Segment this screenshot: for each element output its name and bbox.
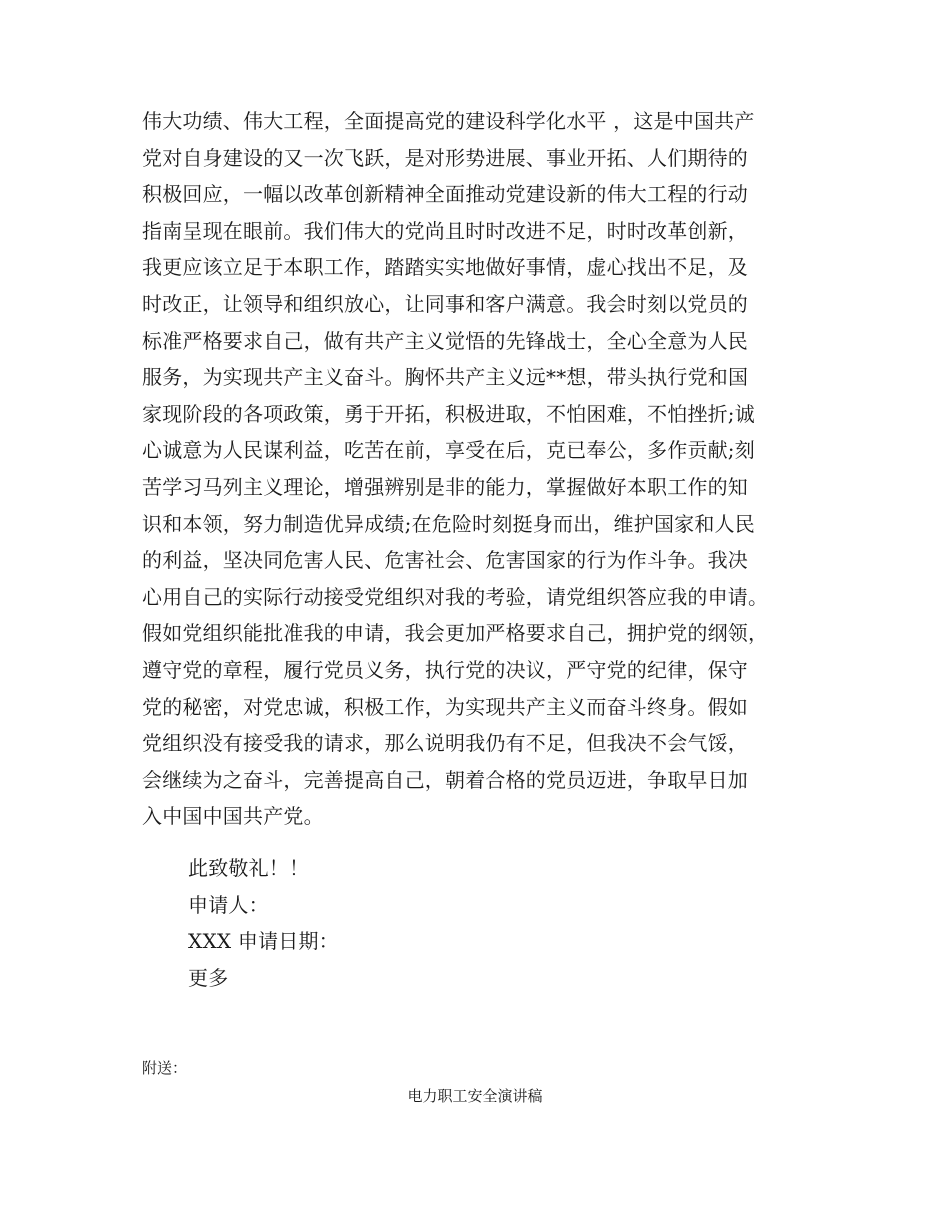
paragraph-line: 的利益，坚决同危害人民、危害社会、危害国家的行为作斗争。我决 (142, 548, 748, 573)
paragraph-line: 心用自己的实际行动接受党组织对我的考验，请党组织答应我的申请。 (142, 584, 769, 609)
paragraph-line: 会继续为之奋斗，完善提高自己，朝着合格的党员迈进，争取早日加 (142, 767, 748, 792)
paragraph-line: 苦学习马列主义理论，增强辨别是非的能力，掌握做好本职工作的知 (142, 474, 748, 499)
attachment-label: 附送： (142, 1059, 188, 1077)
paragraph-line: 遵守党的章程，履行党员义务，执行党的决议，严守党的纪律，保守 (142, 657, 748, 682)
closing-salute: 此致敬礼！！ (188, 856, 310, 880)
paragraph-line: 服务，为实现共产主义奋斗。胸怀共产主义远**想，带头执行党和国 (142, 365, 749, 390)
paragraph-line: 积极回应，一幅以改革创新精神全面推动党建设新的伟大工程的行动 (142, 182, 748, 207)
application-body-paragraph (142, 103, 812, 835)
closing-block (188, 850, 339, 996)
paragraph-line: 标准严格要求自己，做有共产主义觉悟的先锋战士，全心全意为人民 (142, 328, 748, 353)
paragraph-line: 家现阶段的各项政策，勇于开拓，积极进取，不怕困难，不怕挫折;诚 (142, 401, 755, 426)
paragraph-line: 心诚意为人民谋利益，吃苦在前，享受在后，克已奉公，多作贡献;刻 (142, 438, 755, 463)
attachment-title: 电力职工安全演讲稿 (407, 1087, 543, 1105)
paragraph-line: 识和本领，努力制造优异成绩;在危险时刻挺身而出，维护国家和人民 (142, 511, 755, 536)
paragraph-line: 党组织没有接受我的请求，那么说明我仍有不足，但我决不会气馁， (142, 731, 748, 756)
paragraph-line: 假如党组织能批准我的申请，我会更加严格要求自己，拥护党的纲领， (142, 621, 769, 646)
paragraph-line: 党的秘密，对党忠诚，积极工作，为实现共产主义而奋斗终身。假如 (142, 694, 748, 719)
more-text: 更多 (188, 965, 229, 990)
paragraph-line: 我更应该立足于本职工作，踏踏实实地做好事情，虚心找出不足，及 (142, 255, 748, 280)
paragraph-line: 入中国中国共产党。 (142, 804, 324, 829)
paragraph-line: 时改正，让领导和组织放心，让同事和客户满意。我会时刻以党员的 (142, 291, 748, 316)
paragraph-line: 党对自身建设的又一次飞跃，是对形势进展、事业开拓、人们期待的 (142, 145, 748, 170)
paragraph-line: 指南呈现在眼前。我们伟大的党尚且时时改进不足，时时改革创新， (142, 218, 748, 243)
applicant-line: 申请人： (188, 892, 269, 917)
paragraph-line: 伟大功绩、伟大工程，全面提高党的建设科学化水平 ，这是中国共产 (142, 109, 755, 133)
application-date-line: XXX 申请日期： (188, 929, 339, 954)
